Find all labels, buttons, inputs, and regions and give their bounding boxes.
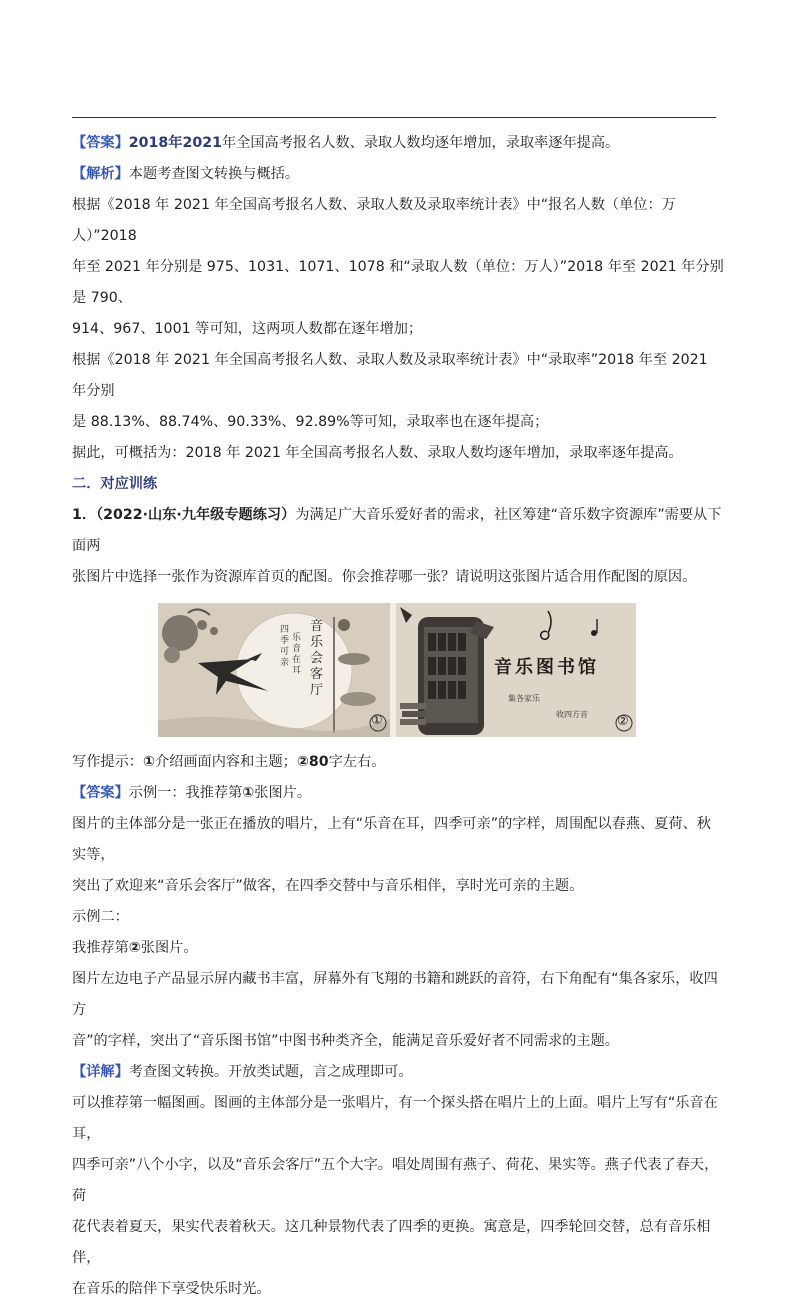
panel-2-caption-2: 收四方音 [556,710,588,719]
section-heading: 二．对应训练 [72,476,158,492]
analysis-line: 【解析】本题考查图文转换与概括。 [72,166,300,182]
panel-1-subtitle: 四 季 可 亲 乐 音 在 耳 [280,625,302,676]
document-body [72,128,724,1305]
detail-paragraph: 可以推荐第一幅图画。图画的主体部分是一张唱片，有一个探头搭在唱片上的上面。唱片上写有“乐音在耳， 四季可亲”八个小字，以及“音乐会客厅”五个大字。唱处周围有燕子、荷花、果实等。燕子代表了春天，荷 花代表着夏天，果实代表着秋天。这几种景物代表了四季的更换。寓意是，四季轮回交替，总有音乐相伴， 在音乐的陪伴下享受快乐时光。 [72,1095,719,1297]
example-2-recommend: 我推荐第②张图片。 [72,940,198,956]
example-2-label: 示例二： [72,909,129,925]
writing-hint: 写作提示：①介绍画面内容和主题；②80字左右。 [72,754,386,770]
question-figure [158,603,636,737]
example-1-paragraph: 图片的主体部分是一张正在播放的唱片，上有“乐音在耳，四季可亲”的字样，周围配以春燕、夏荷、秋实等， 突出了欢迎来“音乐会客厅”做客，在四季交替中与音乐相伴，享时光可亲的主题。 [72,816,711,894]
figure-panel-1 [158,603,390,737]
detail-line: 【详解】考查图文转换。开放类试题，言之成理即可。 [72,1064,413,1080]
panel-1-number: ① [371,713,383,728]
answer-line: 【答案】2018年2021年全国高考报名人数、录取人数均逐年增加，录取率逐年提高。 [72,135,620,151]
header-rule [72,117,716,118]
figure-panel-2 [396,603,636,737]
analysis-paragraph-3: 据此，可概括为：2018 年 2021 年全国高考报名人数、录取人数均逐年增加，录取率逐年提高。 [72,445,683,461]
answer-tag: 【答案】 [72,135,129,151]
analysis-tag: 【解析】 [72,166,129,182]
panel-2-number: ② [617,714,629,729]
analysis-paragraph-2: 根据《2018 年 2021 年全国高考报名人数、录取人数及录取率统计表》中“录取率”2018 年至 2021 年分别 是 88.13%、88.74%、90.33%、92.89%等可知，录取率也在逐年提高； [72,352,708,430]
detail-tag: 【详解】 [72,1064,129,1080]
panel-2-caption-1: 集各家乐 [508,694,540,703]
answer-2-line: 【答案】示例一：我推荐第①张图片。 [72,785,312,801]
panel-1-title: 音 乐 会 客 厅 [310,619,324,698]
panel-2-title: 音乐图书馆 [494,657,599,678]
analysis-paragraph-1: 根据《2018 年 2021 年全国高考报名人数、录取人数及录取率统计表》中“报名人数（单位：万人）”2018 年至 2021 年分别是 975、1031、1071、1078 和“录取人数（单位：万人）”2018 年至 2021 年分别是 790、 914、967、1001 等可知，这两项人数都在逐年增加； [72,197,724,337]
answer-2-tag: 【答案】 [72,785,129,801]
question-line-1: 1．（2022·山东·九年级专题练习）为满足广大音乐爱好者的需求，社区筹建“音乐数字资源库”需要从下面两 [72,507,722,554]
example-2-paragraph: 图片左边电子产品显示屏内藏书丰富，屏幕外有飞翔的书籍和跳跃的音符，右下角配有“集各家乐，收四方 音”的字样，突出了“音乐图书馆”中图书种类齐全，能满足音乐爱好者不同需求的主题。 [72,971,718,1049]
question-line-2: 张图片中选择一张作为资源库首页的配图。你会推荐哪一张？请说明这张图片适合用作配图的原因。 [72,569,697,585]
